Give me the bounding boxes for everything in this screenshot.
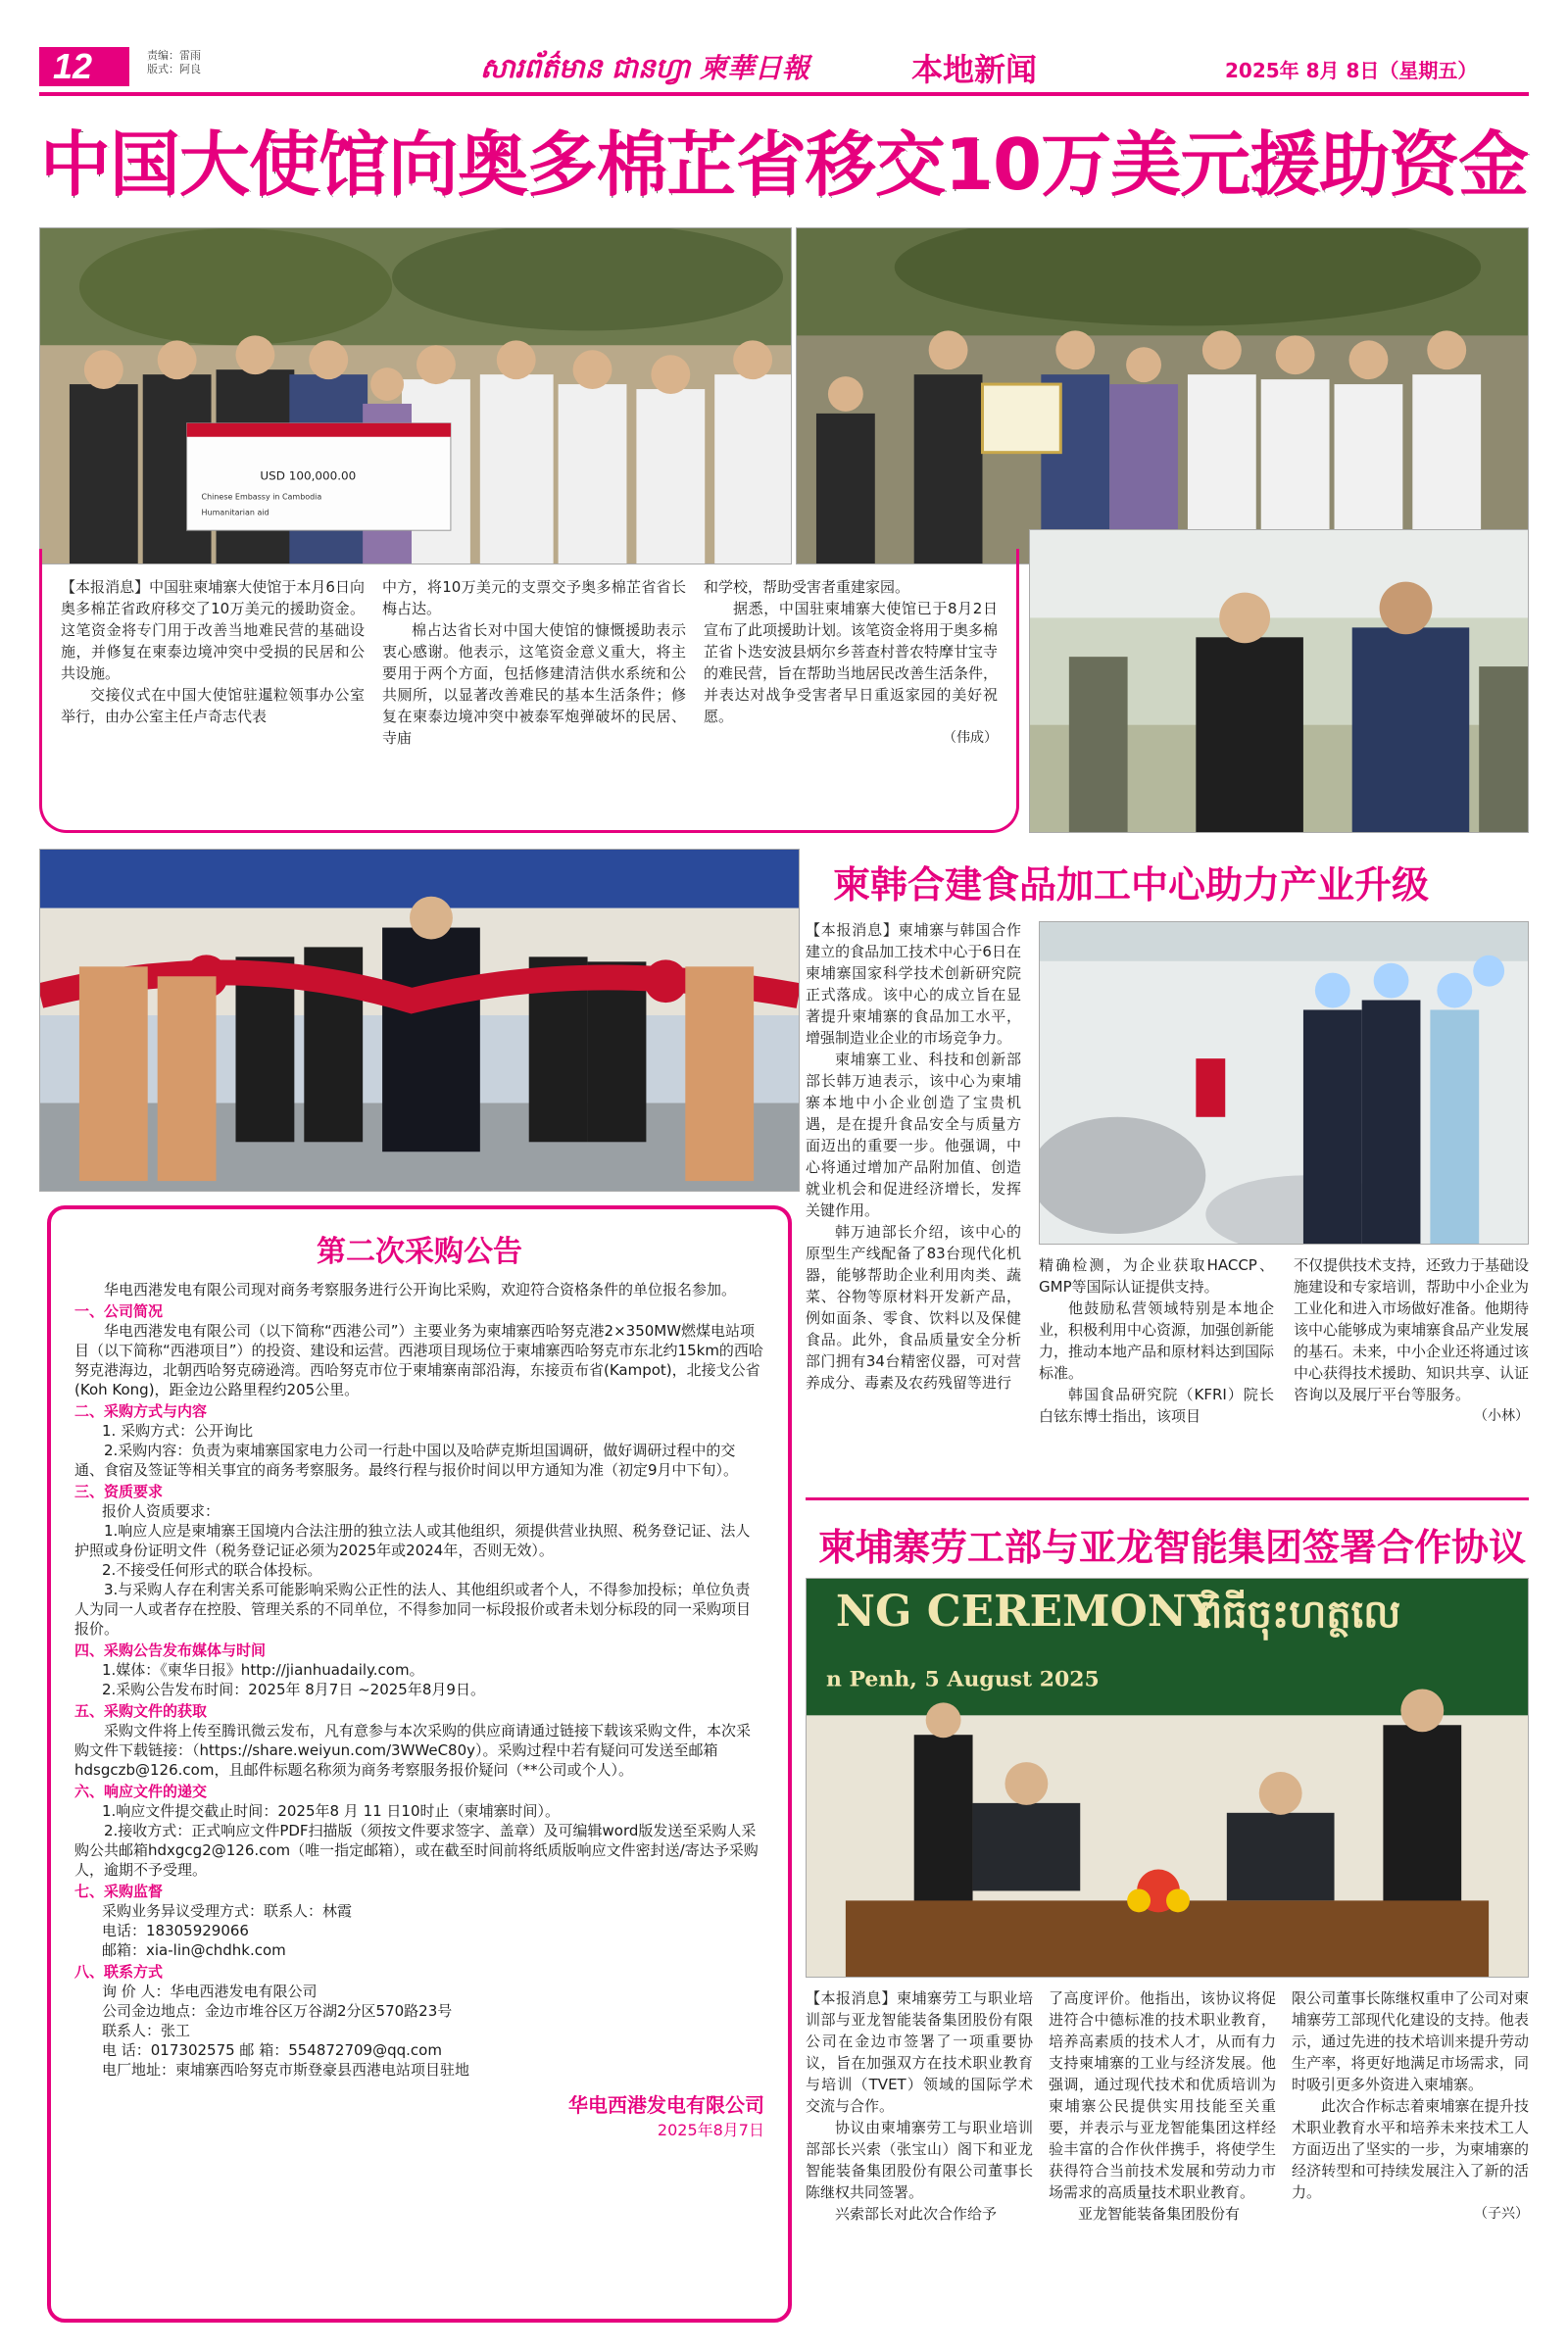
notice-text: 电厂地址：柬埔寨西哈努克市斯登豪县西港电站项目驻地: [102, 2061, 470, 2079]
lead-paragraph: 【本报消息】中国驻柬埔寨大使馆于本月6日向奥多棉芷省政府移交了10万美元的援助资金。这笔资金将专门用于改善当地难民营的基础设施，并修复在柬泰边境冲突中受损的民居和公共设施。: [61, 578, 365, 682]
notice-text[interactable]: 1.媒体：《柬华日报》http://jianhuadaily.com。: [102, 1661, 424, 1679]
notice-text: 华电西港发电有限公司（以下简称“西港公司”）主要业务为柬埔寨西哈努克港2×350MW燃煤电站项目（以下简称“西港项目”）的投资、建设和运营。西港项目现场位于柬埔寨西哈努克市东北约15km的西哈努克港海边，北朝西哈努克磅逊湾。西哈努克市位于柬埔寨南部沿海，东接贡布省(Kampot)，北接戈公省(Koh Kong)，距金边公路里程约205公里。: [74, 1322, 763, 1398]
story2-byline: （小林）: [1474, 1408, 1529, 1424]
notice-title: 第二次采购公告: [317, 1235, 522, 1269]
story3-col-3: [1292, 1987, 1529, 2223]
header-rule: [39, 92, 1529, 96]
lead-paragraph: 中方，将10万美元的支票交予奥多棉芷省省长梅占达。: [382, 578, 686, 617]
notice-text: 2.采购公告发布时间：2025年 8月7日 ~2025年8月9日。: [102, 1681, 485, 1698]
notice-text[interactable]: 采购文件将上传至腾讯微云发布，凡有意参与本次采购的供应商请通过链接下载该采购文件，本次采购文件下载链接：（https://share.weiyun.com/3WWeC80y）。采购过程中若有疑问可发送至邮箱hdsgczb@126.com，且邮件标题名称须为商务考察服务报价疑问（**公司或个人）。: [74, 1722, 752, 1779]
lead-col-3: [704, 576, 998, 747]
notice-text: 电 话：017302575 邮 箱：554872709@qq.com: [102, 2041, 442, 2059]
signing-ceremony-photo: [806, 1578, 1529, 1978]
notice-text: 询 价 人：华电西港发电有限公司: [102, 1983, 318, 2000]
story2-col-left: [806, 919, 1021, 1394]
lead-paragraph: 棉占达省长对中国大使馆的慷慨援助表示衷心感谢。他表示，这笔资金意义重大，将主要用于两个方面，包括修建清洁供水系统和公共厕所，以显著改善难民的基本生活条件；修复在柬泰边境冲突中被泰军炮弹破坏的民居、寺庙: [382, 621, 686, 747]
cheque-amount: USD 100,000.00: [260, 468, 357, 483]
notice-signature: 华电西港发电有限公司: [568, 2093, 764, 2117]
notice-text: 1. 采购方式：公开询比: [102, 1422, 254, 1440]
section-divider: [806, 1497, 1529, 1500]
cheque-payee: Chinese Embassy in Cambodia: [201, 492, 322, 502]
section-title: 本地新闻: [911, 51, 1038, 88]
notice-section-heading: 四、采购公告发布媒体与时间: [74, 1642, 267, 1659]
lead-col-2: [382, 576, 686, 749]
issue-date: 2025年 8月 8日（星期五）: [1225, 59, 1478, 82]
lead-paragraph: 和学校，帮助受害者重建家园。: [704, 578, 910, 596]
notice-section-heading: 八、联系方式: [74, 1963, 164, 1981]
banner-date: n Penh, 5 August 2025: [825, 1666, 1100, 1692]
story3-col-2: [1049, 1987, 1276, 2225]
notice-text: 2.接收方式：正式响应文件PDF扫描版（须按文件要求签字、盖章）及可编辑word版发送至采购人采购公共邮箱hdxgcg2@126.com（唯一指定邮箱），或在截至时间前将纸质版响应文件密封送/寄达予采购人，逾期不予受理。: [74, 1822, 759, 1879]
notice-section-heading: 六、响应文件的递交: [74, 1783, 208, 1800]
story2-paragraph: 韩国食品研究院（KFRI）院长白铉东博士指出，该项目: [1039, 1386, 1274, 1425]
food-center-photo: [1039, 921, 1529, 1245]
page-number: 12: [39, 47, 129, 86]
notice-text: 采购业务异议受理方式：联系人：林霞: [102, 1902, 353, 1920]
notice-section-heading: 一、公司简况: [74, 1302, 164, 1320]
story3-byline: （子兴）: [1474, 2206, 1529, 2222]
lead-photo-handshake: [1029, 529, 1529, 833]
notice-section-heading: 二、采购方式与内容: [74, 1402, 208, 1420]
story3-headline: 柬埔寨劳工部与亚龙智能集团签署合作协议: [818, 1525, 1527, 1569]
story3-paragraph: 亚龙智能装备集团股份有: [1078, 2205, 1241, 2223]
story3-paragraph: 限公司董事长陈继权重申了公司对柬埔寨劳工部现代化建设的支持。他表示，通过先进的技术培训来提升劳动生产率，将更好地满足市场需求，同时吸引更多外资进入柬埔寨。: [1292, 1989, 1529, 2093]
notice-email[interactable]: 邮箱：xia-lin@chdhk.com: [102, 1941, 286, 1959]
lead-photo-certificate: [796, 227, 1529, 564]
masthead: សារព័ត៌មាន ជានហ្វា 柬華日報: [480, 52, 809, 84]
story2-paragraph: 柬埔寨工业、科技和创新部部长韩万迪表示，该中心为柬埔寨本地中小企业创造了宝贵机遇，是在提升食品安全与质量方面迈出的重要一步。他强调，中心将通过增加产品附加值、创造就业机会和促进经济增长，发挥关键作用。: [806, 1051, 1021, 1219]
ribbon-cutting-photo: [39, 849, 800, 1192]
notice-phone: 电话：18305929066: [102, 1922, 249, 1939]
banner-english: NG CEREMONY: [835, 1586, 1218, 1637]
story3-paragraph: 【本报消息】柬埔寨劳工与职业培训部与亚龙智能装备集团股份有限公司在金边市签署了一项重要协议，旨在加强双方在技术职业教育与培训（TVET）领域的国际学术交流与合作。: [806, 1989, 1033, 2115]
lead-headline: 中国大使馆向奥多棉芷省移交10万美元援助资金: [39, 123, 1529, 206]
story2-col-mid: [1039, 1254, 1274, 1427]
notice-section-heading: 三、资质要求: [74, 1483, 164, 1500]
editor-line: 责编：雷雨: [147, 49, 201, 62]
lead-photo-cheque: [39, 227, 792, 564]
story2-paragraph: 精确检测，为企业获取HACCP、GMP等国际认证提供支持。: [1039, 1256, 1274, 1296]
lead-byline: （伟成）: [943, 730, 998, 746]
notice-text: 1.响应文件提交截止时间：2025年8 月 11 日10时止（柬埔寨时间）。: [102, 1802, 561, 1820]
story3-paragraph: 兴索部长对此次合作给予: [835, 2205, 998, 2223]
notice-text: 2.采购内容：负责为柬埔寨国家电力公司一行赴中国以及哈萨克斯坦国调研，做好调研过程中的交通、食宿及签证等相关事宜的商务考察服务。最终行程与报价时间以甲方通知为准（初定9月中下旬）。: [74, 1442, 739, 1479]
story2-headline: 柬韩合建食品加工中心助力产业升级: [833, 862, 1430, 906]
notice-text: 联系人：张工: [102, 2022, 191, 2039]
notice-text: 2.不接受任何形式的联合体投标。: [102, 1561, 322, 1579]
notice-sign-date: 2025年8月7日: [657, 2121, 764, 2139]
notice-text: 3.与采购人存在利害关系可能影响采购公正性的法人、其他组织或者个人，不得参加投标；单位负责人为同一人或者存在控股、管理关系的不同单位，不得参加同一标段报价或者未划分标段的同一采购项目报价。: [74, 1581, 752, 1638]
lead-paragraph: 据悉，中国驻柬埔寨大使馆已于8月2日宣布了此项援助计划。该笔资金将用于奥多棉芷省卜迭安波县炳尔乡菩查村普农特摩甘宝寺的难民营，旨在帮助当地居民改善生活条件，并表达对战争受害者早日重返家园的美好祝愿。: [704, 600, 999, 725]
lead-paragraph: 交接仪式在中国大使馆驻暹粒领事办公室举行，由办公室主任卢奇志代表: [61, 686, 365, 725]
layout-line: 版式：阿良: [147, 63, 201, 75]
editor-credits: [147, 49, 201, 76]
story2-paragraph: 韩万迪部长介绍，该中心的原型生产线配备了83台现代化机器，能够帮助企业利用肉类、蔬菜、谷物等原材料开发新产品，例如面条、零食、饮料以及保健食品。此外，食品质量安全分析部门拥有34台精密仪器，可对营养成分、毒素及农药残留等进行: [806, 1223, 1021, 1392]
story2-paragraph: 不仅提供技术支持，还致力于基础设施建设和专家培训，帮助中小企业为工业化和进入市场做好准备。他期待该中心能够成为柬埔寨食品产业发展的基石。未来，中小企业还将通过该中心获得技术援助、知识共享、认证咨询以及展厅平台等服务。: [1294, 1256, 1530, 1403]
notice-section-heading: 五、采购文件的获取: [74, 1702, 208, 1720]
story2-col-right: [1294, 1254, 1529, 1425]
cheque-note: Humanitarian aid: [201, 508, 270, 517]
notice-text: 公司金边地点：金边市堆谷区万谷湖2分区570路23号: [102, 2002, 453, 2020]
notice-text: 报价人资质要求：: [102, 1502, 220, 1520]
story3-paragraph: 了高度评价。他指出，该协议将促进符合中德标准的技术职业教育，培养高素质的技术人才，从而有力支持柬埔寨的工业与经济发展。他强调，通过现代技术和优质培训为柬埔寨公民提供实用技能至关重要，并表示与亚龙智能集团这样经验丰富的合作伙伴携手，将使学生获得符合当前技术发展和劳动力市场需求的高质量技术职业教育。: [1049, 1989, 1276, 2201]
story2-paragraph: 【本报消息】柬埔寨与韩国合作建立的食品加工技术中心于6日在柬埔寨国家科学技术创新研究院正式落成。该中心的成立旨在显著提升柬埔寨的食品加工水平，增强制造业企业的市场竞争力。: [806, 921, 1021, 1047]
story2-paragraph: 他鼓励私营领域特别是本地企业，积极利用中心资源，加强创新能力，推动本地产品和原材料达到国际标准。: [1039, 1299, 1275, 1382]
story3-col-1: [806, 1987, 1033, 2225]
lead-col-1: [61, 576, 365, 727]
notice-text: 1.响应人应是柬埔寨王国境内合法注册的独立法人或其他组织，须提供营业执照、税务登记证、法人护照或身份证明文件（税务登记证必须为2025年或2024年，否则无效）。: [74, 1522, 751, 1559]
notice-section-heading: 七、采购监督: [74, 1883, 164, 1900]
procurement-notice: [47, 1205, 792, 2323]
story3-paragraph: 此次合作标志着柬埔寨在提升技术职业教育水平和培养未来技术工人方面迈出了坚实的一步，为柬埔寨的经济转型和可持续发展注入了新的活力。: [1292, 2097, 1529, 2201]
banner-khmer: ពិធីចុះហត្ថលេ: [1197, 1592, 1401, 1638]
notice-intro: 华电西港发电有限公司现对商务考察服务进行公开询比采购，欢迎符合资格条件的单位报名参加。: [104, 1281, 737, 1298]
story3-paragraph: 协议由柬埔寨劳工与职业培训部部长兴索（张宝山）阁下和亚龙智能装备集团股份有限公司董事长陈继权共同签署。: [806, 2119, 1033, 2201]
